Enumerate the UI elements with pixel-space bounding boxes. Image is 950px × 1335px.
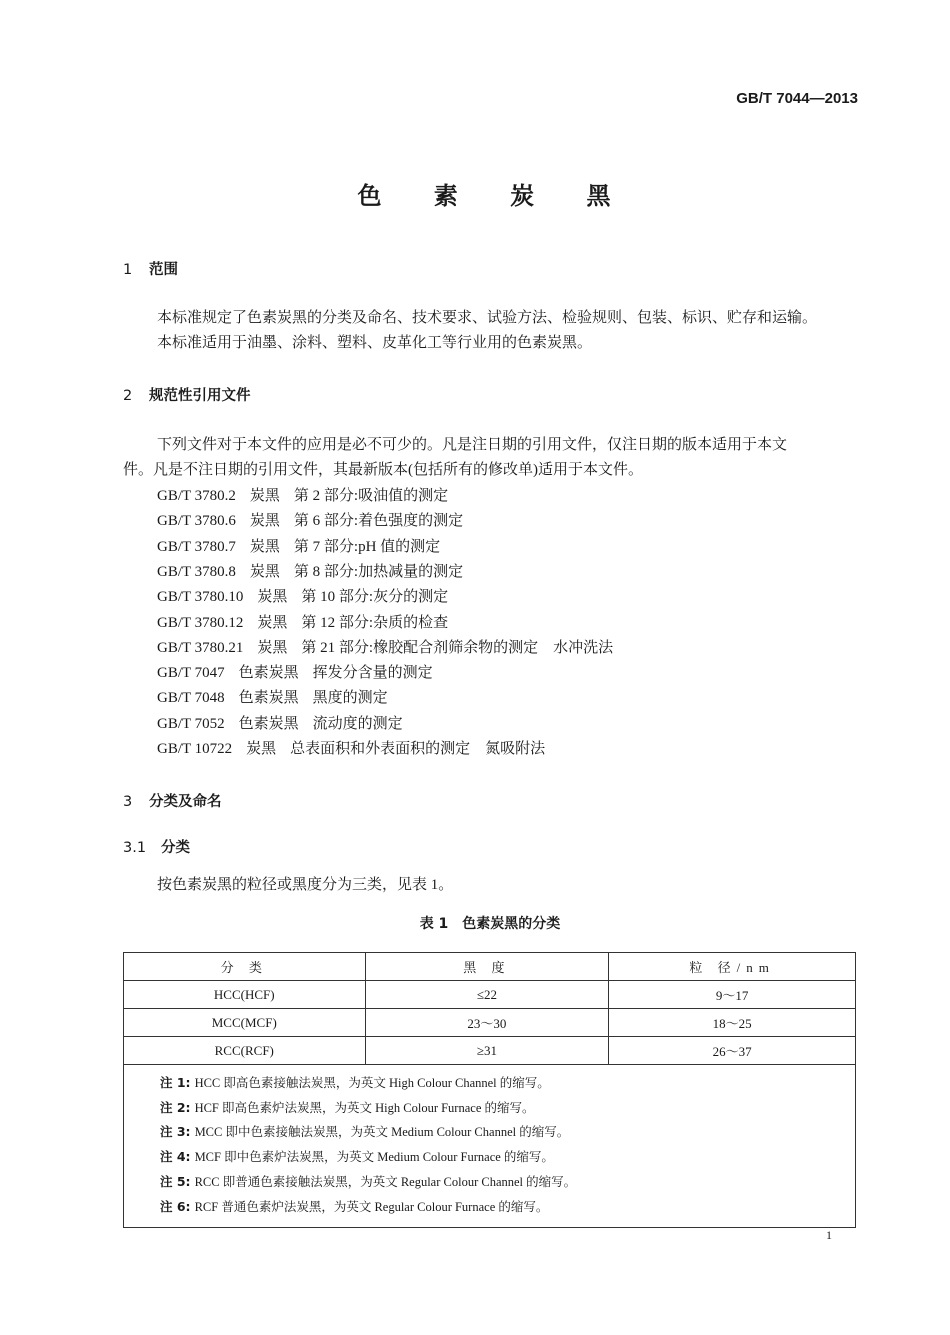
reference-name: 炭黑 — [257, 639, 288, 656]
table-notes — [124, 1065, 856, 1228]
paragraph: 按色素炭黑的粒径或黑度分为三类，见表 1。 — [157, 877, 454, 893]
note-label: 注 4: — [160, 1149, 191, 1165]
paragraph: 本标准规定了色素炭黑的分类及命名、技术要求、试验方法、检验规则、包装、标识、贮存和运输。 — [157, 310, 818, 326]
document-title: 色 素 炭 黑 — [357, 182, 633, 210]
reference-item — [157, 535, 454, 556]
reference-name: 炭黑 — [257, 589, 288, 606]
table-notes-row — [124, 1065, 856, 1228]
reference-code: GB/T 3780.12 — [157, 614, 244, 631]
reference-title: 流动度的测定 — [312, 715, 403, 732]
note-label: 注 6: — [160, 1198, 191, 1214]
column-header: 分 类 — [124, 953, 366, 981]
reference-item — [157, 737, 559, 758]
table-note — [160, 1071, 855, 1096]
reference-item — [157, 686, 402, 707]
table-row — [124, 981, 856, 1009]
table-cell: 18～25 — [609, 1009, 856, 1037]
reference-code: GB/T 3780.21 — [157, 639, 244, 656]
note-text: MCC 即中色素接触法炭黑，为英文 Medium Colour Channel 的缩写。 — [194, 1125, 570, 1140]
standard-number: GB/T 7044—2013 — [736, 90, 858, 107]
paragraph: 下列文件对于本文件的应用是必不可少的。凡是注日期的引用文件，仅注日期的版本适用于本文 — [157, 437, 788, 453]
reference-name: 炭黑 — [246, 741, 277, 757]
reference-title: 挥发分含量的测定 — [312, 665, 433, 682]
reference-title: 黑度的测定 — [312, 690, 388, 707]
note-label: 注 3: — [160, 1124, 191, 1140]
table-cell: 9～17 — [609, 981, 856, 1009]
reference-title: 第 21 部分:橡胶配合剂筛余物的测定 水冲洗法 — [301, 639, 614, 656]
reference-name: 炭黑 — [249, 563, 280, 580]
table-cell: RCC(RCF) — [124, 1037, 366, 1065]
section-1-heading — [123, 258, 178, 279]
reference-name: 色素炭黑 — [238, 715, 299, 732]
note-label: 注 1: — [160, 1075, 191, 1090]
note-text: RCF 普通色素炉法炭黑，为英文 Regular Colour Furnace 的缩写。 — [194, 1199, 549, 1214]
reference-code: GB/T 3780.7 — [157, 538, 236, 555]
column-header: 黑 度 — [365, 953, 609, 981]
reference-item — [157, 585, 462, 606]
reference-code: GB/T 3780.2 — [157, 488, 236, 504]
section-number: 1 — [123, 262, 133, 278]
table-row — [124, 1009, 856, 1037]
reference-code: GB/T 3780.10 — [157, 589, 244, 606]
section-3-heading — [123, 790, 222, 811]
reference-item — [157, 509, 477, 530]
section-title: 分类 — [161, 840, 190, 856]
reference-name: 炭黑 — [249, 513, 280, 530]
reference-name: 色素炭黑 — [238, 665, 299, 682]
section-title: 分类及命名 — [149, 794, 222, 810]
section-title: 规范性引用文件 — [149, 388, 251, 404]
note-text: MCF 即中色素炉法炭黑，为英文 Medium Colour Furnace 的缩写。 — [194, 1150, 554, 1165]
table-note — [160, 1170, 855, 1195]
section-number: 2 — [123, 388, 133, 404]
reference-item — [157, 712, 417, 733]
reference-code: GB/T 10722 — [157, 741, 233, 757]
reference-title: 第 8 部分:加热减量的测定 — [293, 563, 464, 580]
reference-name: 炭黑 — [249, 488, 280, 504]
table-cell: HCC(HCF) — [124, 981, 366, 1009]
classification-table — [123, 952, 856, 1228]
reference-name: 炭黑 — [257, 614, 288, 631]
page-number: 1 — [826, 1228, 832, 1242]
table-cell: 26～37 — [609, 1037, 856, 1065]
table-cell: 23～30 — [365, 1009, 609, 1037]
reference-code: GB/T 7052 — [157, 715, 225, 732]
section-title: 范围 — [149, 262, 178, 278]
table-cell: MCC(MCF) — [124, 1009, 366, 1037]
section-number: 3.1 — [123, 840, 147, 856]
section-2-heading — [123, 384, 251, 405]
reference-title: 第 7 部分:pH 值的测定 — [293, 538, 441, 555]
reference-title: 第 10 部分:灰分的测定 — [301, 589, 449, 606]
note-text: HCC 即高色素接触法炭黑，为英文 High Colour Channel 的缩写。 — [194, 1076, 550, 1090]
reference-title: 第 6 部分:着色强度的测定 — [293, 513, 464, 530]
reference-code: GB/T 7048 — [157, 690, 225, 707]
paragraph: 本标准适用于油墨、涂料、塑料、皮革化工等行业用的色素炭黑。 — [157, 335, 593, 351]
reference-item — [157, 636, 627, 657]
reference-name: 色素炭黑 — [238, 690, 299, 707]
section-3-1-heading — [123, 836, 190, 857]
reference-item — [157, 611, 462, 632]
reference-code: GB/T 3780.8 — [157, 563, 236, 580]
table-caption: 表 1 色素炭黑的分类 — [419, 916, 561, 932]
paragraph: 件。凡是不注日期的引用文件，其最新版本(包括所有的修改单)适用于本文件。 — [123, 462, 643, 478]
reference-code: GB/T 3780.6 — [157, 513, 236, 530]
reference-item — [157, 560, 477, 581]
table-cell: ≤22 — [365, 981, 609, 1009]
table-note — [160, 1195, 855, 1220]
table-note — [160, 1096, 855, 1121]
note-label: 注 2: — [160, 1099, 191, 1115]
note-text: HCF 即高色素炉法炭黑，为英文 High Colour Furnace 的缩写。 — [194, 1100, 535, 1115]
table-row — [124, 1037, 856, 1065]
note-label: 注 5: — [160, 1173, 191, 1189]
reference-code: GB/T 7047 — [157, 665, 225, 682]
reference-name: 炭黑 — [249, 538, 280, 555]
table-cell: ≥31 — [365, 1037, 609, 1065]
note-text: RCC 即普通色素接触法炭黑，为英文 Regular Colour Channel 的缩写。 — [194, 1174, 577, 1189]
table-note — [160, 1145, 855, 1170]
reference-item — [157, 484, 462, 505]
table-note — [160, 1120, 855, 1145]
section-number: 3 — [123, 794, 133, 810]
reference-title: 第 2 部分:吸油值的测定 — [293, 488, 449, 504]
reference-item — [157, 661, 447, 682]
column-header: 粒 径/nm — [609, 953, 856, 981]
reference-title: 第 12 部分:杂质的检查 — [301, 614, 449, 631]
reference-title: 总表面积和外表面积的测定 氮吸附法 — [290, 741, 546, 757]
